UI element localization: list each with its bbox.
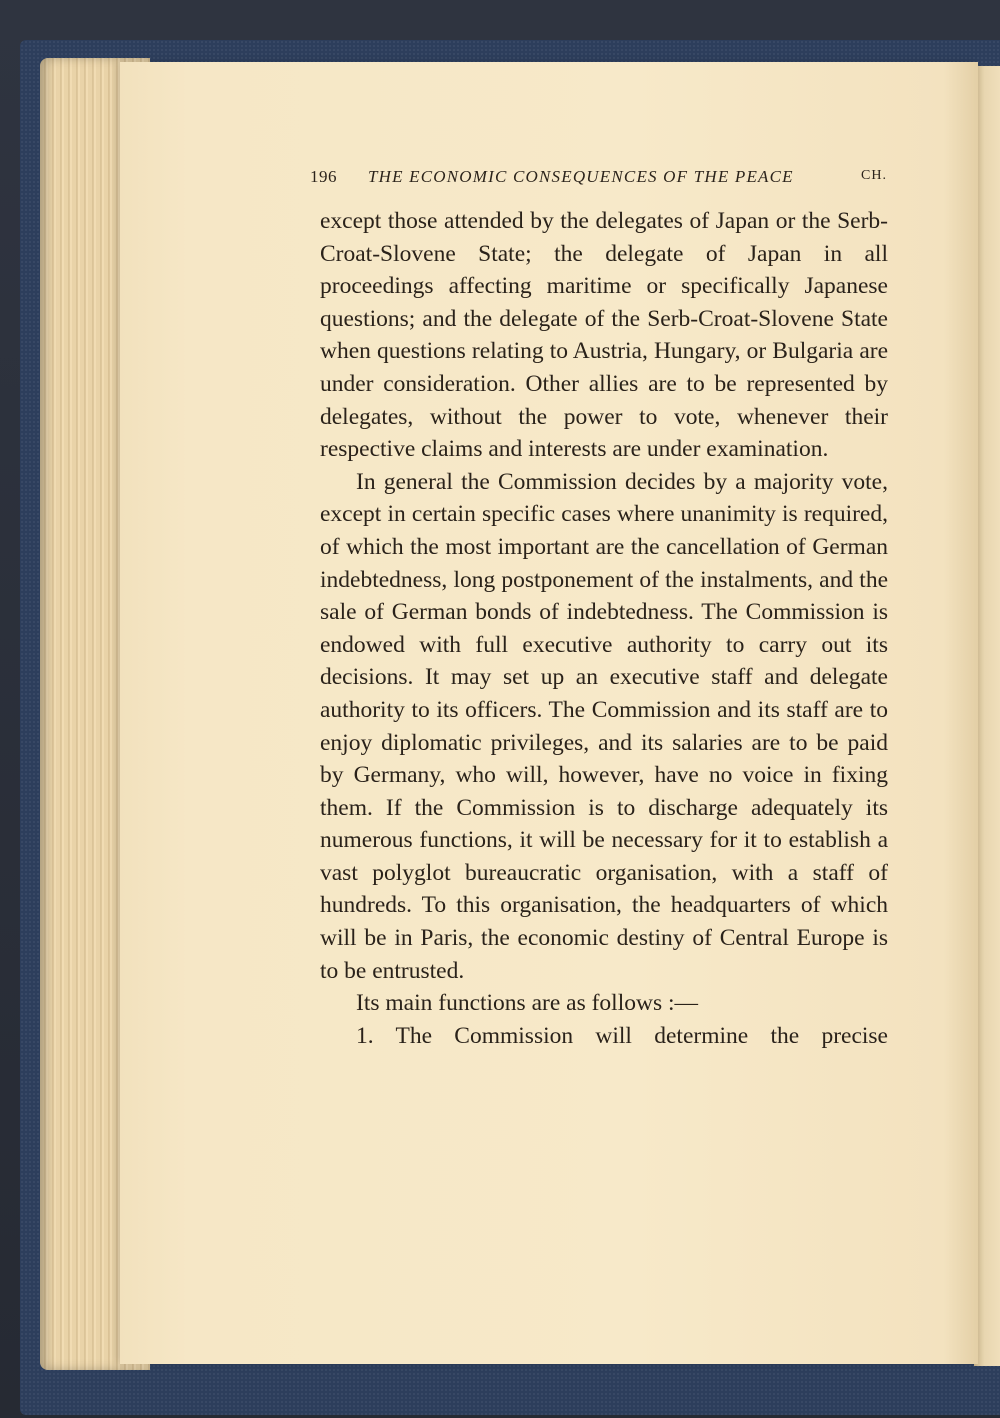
running-title: THE ECONOMIC CONSEQUENCES OF THE PEACE: [368, 167, 794, 186]
paragraph-function-one: 1. The Commission will determine the precise: [356, 1022, 888, 1049]
chapter-abbrev: CH.: [861, 168, 887, 183]
paragraph-continuation: except those attended by the delegates of Japan or the Serb-Croat-Slovene State; the delegate of Japan in all proceedings affecting maritime or specifically Japanese questions; and the delegate of the Serb-Croat-Slovene State when questions relating to Austria, Hungary, or Bulgaria are under consideration. Other allies are to be represented by delegates, without the power to vote, whenever their respective claims and interests are under examination.: [320, 208, 888, 463]
page-number: 196: [310, 167, 337, 186]
running-header: [310, 165, 887, 193]
paragraph-functions-intro: Its main functions are as follows :—: [356, 990, 698, 1017]
page-body: [320, 205, 888, 1052]
paragraph-commission-voting: In general the Commission decides by a majority vote, except in certain specific cases where unanimity is required, of which the most important are the cancellation of German indebtedness, long postponement of the instalments, and the sale of German bonds of indebtedness. The Commission is endowed with full executive authority to carry out its decisions. It may set up an executive staff and delegate authority to its officers. The Commission and its staff are to enjoy diplomatic privileges, and its salaries are to be paid by Germany, who will, however, have no voice in fixing them. If the Commission is to discharge adequately its numerous functions, it will be necessary for it to establish a vast polyglot bureaucratic organisation, with a staff of hundreds. To this organisation, the headquarters of which will be in Paris, the economic destiny of Central Europe is to be entrusted.: [320, 468, 888, 984]
